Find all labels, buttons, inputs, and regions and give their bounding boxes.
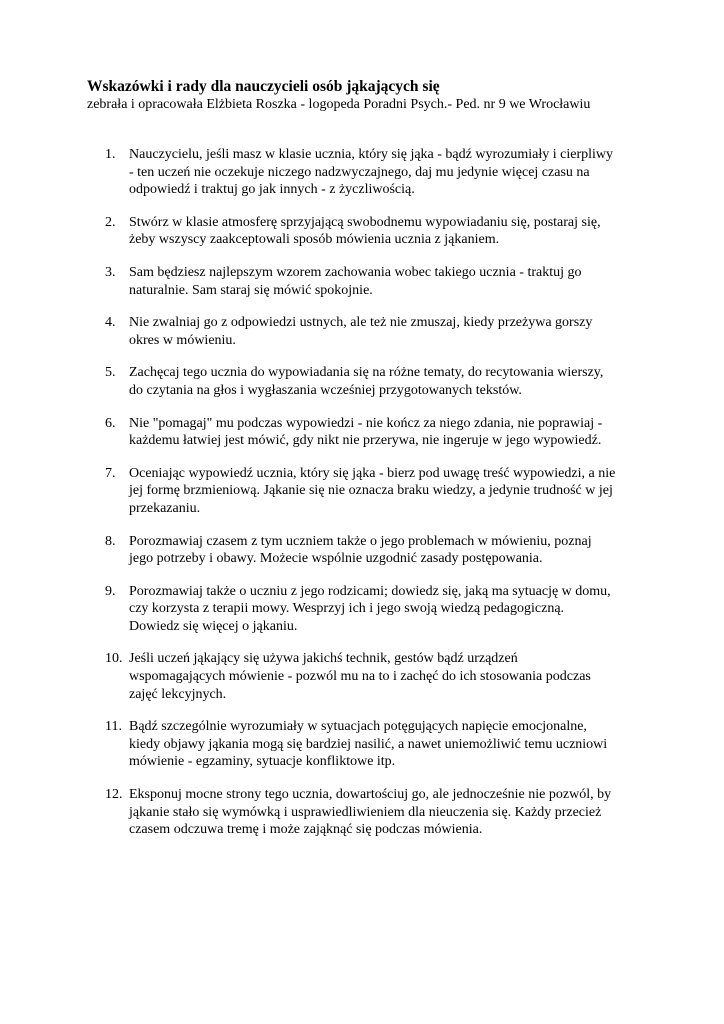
list-item (0, 533, 724, 568)
list-item-line: Oceniając wypowiedź ucznia, który się jąka - bierz pod uwagę treść wypowiedzi, a nie (129, 465, 616, 481)
list-item (0, 146, 724, 199)
list-item-text (129, 533, 649, 568)
list-item-number: 6. (105, 415, 116, 431)
list-item-line: żeby wszyscy zaakceptowali sposób mówienia ucznia z jąkaniem. (129, 232, 500, 248)
list-item-line: mówienie - egzaminy, sytuacje konfliktowe itp. (129, 754, 396, 770)
list-item-line: Stwórz w klasie atmosferę sprzyjającą swobodnemu wypowiadaniu się, postaraj się, (129, 214, 601, 230)
list-item-line: Nie "pomagaj" mu podczas wypowiedzi - nie kończ za niego zdania, nie poprawiaj - (129, 415, 603, 431)
list-item (0, 415, 724, 450)
list-item-line: Nauczycielu, jeśli masz w klasie ucznia, który się jąka - bądź wyrozumiały i cierpliwy (129, 147, 613, 162)
list-item-text (129, 786, 649, 839)
list-item-line: Nie zwalniaj go z odpowiedzi ustnych, ale też nie zmuszaj, kiedy przeżywa gorszy (129, 315, 593, 331)
document-subtitle: zebrała i opracowała Elżbieta Roszka - logopeda Poradni Psych.- Ped. nr 9 we Wrocławiu (87, 97, 591, 112)
list-item-line: Porozmawiaj czasem z tym uczniem także o jego problemach w mówieniu, poznaj (129, 533, 592, 549)
list-item-text (129, 364, 649, 399)
list-item-number: 9. (105, 583, 116, 599)
list-item-line: Porozmawiaj także o uczniu z jego rodzicami; dowiedz się, jaką ma sytuację w domu, (129, 583, 611, 599)
list-item-line: - ten uczeń nie oczekuje niczego nadzwyczajnego, daj mu jedynie więcej czasu na (129, 164, 590, 180)
list-item-number: 7. (105, 465, 116, 481)
list-item-number: 12. (105, 787, 123, 803)
list-item-text (129, 465, 649, 518)
list-item (0, 264, 724, 299)
list-item-number: 2. (105, 214, 116, 230)
list-item-line: Dowiedz się więcej o jąkaniu. (129, 618, 298, 634)
list-item-text (129, 264, 649, 299)
list-item-line: jego potrzeby i obawy. Możecie wspólnie uzgodnić zasady postępowania. (129, 551, 543, 567)
list-item (0, 650, 724, 703)
list-item-line: wspomagających mówienie - pozwól mu na to i zachęć do ich stosowania podczas (129, 669, 591, 685)
list-item-line: Jeśli uczeń jąkający się używa jakichś technik, gestów bądź urządzeń (129, 651, 518, 667)
list-item-line: Eksponuj mocne strony tego ucznia, dowartościuj go, ale jednocześnie nie pozwól, by (129, 787, 612, 803)
list-item-line: Sam będziesz najlepszym wzorem zachowania wobec takiego ucznia - traktuj go (129, 264, 582, 280)
list-item-number: 8. (105, 533, 116, 549)
list-item-line: kiedy objawy jąkania mogą się bardziej nasilić, a nawet uniemożliwić temu uczniowi (129, 736, 608, 752)
list-item-text (129, 314, 649, 349)
list-item-text (129, 146, 649, 199)
list-item (0, 583, 724, 636)
list-item-line: okres w mówieniu. (129, 332, 236, 348)
list-item (0, 786, 724, 839)
list-item-number: 3. (105, 264, 116, 280)
list-item-number: 1. (105, 147, 116, 162)
list-item-line: zajęć lekcyjnych. (129, 686, 227, 702)
list-item-line: jej formę brzmieniową. Jąkanie się nie oznacza braku wiedzy, a jedynie trudność w jej (129, 483, 613, 499)
list-item-line: Bądź szczególnie wyrozumiały w sytuacjach potęgujących napięcie emocjonalne, (129, 719, 587, 735)
list-item (0, 314, 724, 349)
list-item-number: 5. (105, 365, 116, 381)
list-item-text (129, 650, 649, 703)
list-item-line: każdemu łatwiej jest mówić, gdy nikt nie przerywa, nie ingeruje w jego wypowiedź. (129, 433, 602, 449)
list-item-line: jąkanie stało się wymówką i usprawiedliwieniem dla nieuczenia się. Każdy przecież (129, 804, 602, 820)
list-item-line: Zachęcaj tego ucznia do wypowiadania się na różne tematy, do recytowania wierszy, (129, 365, 604, 381)
list-item-line: czy korzysta z terapii mowy. Wesprzyj ich i jego swoją wiedzą pedagogiczną. (129, 601, 565, 617)
document-title: Wskazówki i rady dla nauczycieli osób jąkających się (87, 78, 440, 95)
list-item-text (129, 415, 649, 450)
list-item (0, 465, 724, 518)
list-item-text (129, 214, 649, 249)
list-item-line: czasem odczuwa tremę i może zająknąć się podczas mówienia. (129, 822, 483, 838)
list-item-line: przekazaniu. (129, 500, 201, 516)
list-item-line: odpowiedź i traktuj go jak innych - z życzliwością. (129, 182, 415, 198)
list-item-line: naturalnie. Sam staraj się mówić spokojnie. (129, 282, 373, 298)
list-item-line: do czytania na głos i wygłaszania wcześniej przygotowanych tekstów. (129, 382, 522, 398)
list-item (0, 364, 724, 399)
list-item-number: 11. (105, 719, 122, 735)
list-item-number: 4. (105, 315, 116, 331)
list-item-text (129, 583, 649, 636)
list-item-text (129, 718, 649, 771)
list-item-number: 10. (105, 651, 123, 667)
guidelines-list (0, 146, 724, 854)
list-item (0, 214, 724, 249)
list-item (0, 718, 724, 771)
